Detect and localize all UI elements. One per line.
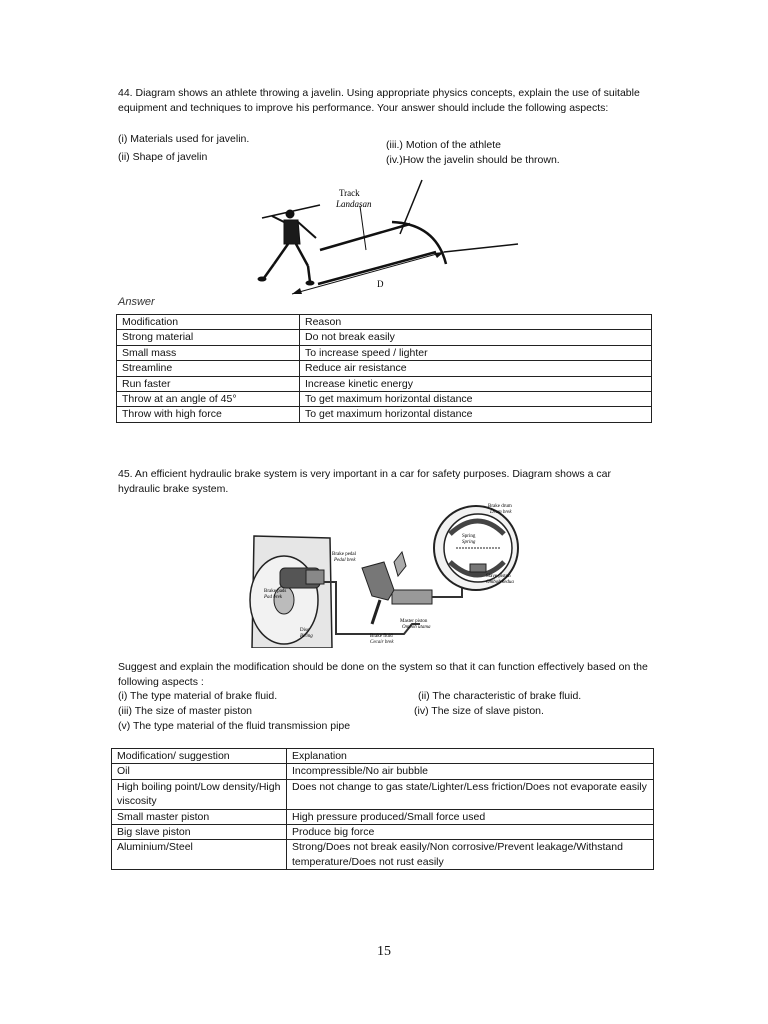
table-cell: Aluminium/Steel: [112, 840, 287, 870]
table-cell: Throw at an angle of 45°: [117, 392, 300, 407]
label-spring-malay: Spring: [462, 540, 476, 545]
table-cell: Strong material: [117, 330, 300, 345]
label-master-piston-malay: Omboh utama: [402, 625, 431, 630]
table-cell: Throw with high force: [117, 407, 300, 422]
q45-aspect-v: (v) The type material of the fluid transmission pipe: [118, 720, 351, 732]
track-pointer: [360, 206, 366, 250]
table-row: [117, 345, 652, 360]
table-row: [112, 764, 654, 779]
label-slave-piston: Slave piston: [486, 574, 511, 579]
q45-stem: 45. An efficient hydraulic brake system is very important in a car for safety purposes. Diagram shows a car hydraulic brake system.: [118, 468, 611, 496]
q45-aspect-iv: (iv) The size of slave piston.: [414, 705, 544, 717]
table-cell: Run faster: [117, 376, 300, 391]
label-brake-pedal: Brake pedal: [332, 552, 357, 557]
page-number: 15: [377, 944, 391, 959]
label-spring: Spring: [462, 534, 476, 539]
distance-arrow: [292, 252, 444, 294]
table-header-row: [117, 315, 652, 330]
q45-aspect-ii: (ii) The characteristic of brake fluid.: [418, 690, 582, 702]
label-disc: Disc: [300, 628, 310, 633]
track-label-malay: Landasan: [336, 199, 372, 209]
label-brake-pads-malay: Pad brek: [264, 595, 283, 600]
table-row: [117, 330, 652, 345]
q44-aspect-iv: (iv.)How the javelin should be thrown.: [386, 154, 560, 166]
table-cell: Strong/Does not break easily/Non corrosive/Prevent leakage/Withstand temperature/Does not rust easily: [287, 840, 654, 870]
master-cylinder: [392, 590, 432, 604]
table-cell: Reduce air resistance: [300, 361, 652, 376]
q45-instruction: Suggest and explain the modification should be done on the system so that it can function effectively based on the following aspects :: [118, 661, 648, 689]
table-cell: To get maximum horizontal distance: [300, 407, 652, 422]
table-cell: High pressure produced/Small force used: [287, 809, 654, 824]
label-brake-fluid-malay: Cecair brek: [370, 640, 394, 645]
q45-aspect-i: (i) The type material of brake fluid.: [118, 690, 278, 702]
slave-cylinder: [470, 564, 486, 572]
table-row: [112, 779, 654, 809]
table-header: Reason: [300, 315, 652, 330]
table-cell: Do not break easily: [300, 330, 652, 345]
table-row: [112, 809, 654, 824]
label-disc-malay: Piring: [300, 634, 313, 639]
distance-label: D: [377, 279, 384, 289]
table-cell: Produce big force: [287, 825, 654, 840]
table-row: [117, 392, 652, 407]
q45-aspect-iii: (iii) The size of master piston: [118, 705, 253, 717]
table-row: [117, 361, 652, 376]
table-cell: Oil: [112, 764, 287, 779]
q44-answer-table: [116, 314, 652, 423]
table-cell: Small mass: [117, 345, 300, 360]
label-brake-pedal-malay: Pedal brek: [334, 558, 356, 563]
table-header: Explanation: [287, 749, 654, 764]
hydraulic-brake-diagram: [244, 500, 534, 648]
athlete-icon: [258, 210, 316, 285]
label-master-piston: Master piston: [400, 619, 428, 624]
javelin-diagram: [240, 172, 540, 302]
table-header: Modification: [117, 315, 300, 330]
answer-label: Answer: [118, 296, 155, 308]
table-row: [117, 376, 652, 391]
q45-answer-table: [111, 748, 654, 870]
table-row: [112, 825, 654, 840]
table-row: [112, 840, 654, 870]
table-cell: Big slave piston: [112, 825, 287, 840]
q44-aspect-i: (i) Materials used for javelin.: [118, 133, 250, 145]
table-cell: Incompressible/No air bubble: [287, 764, 654, 779]
table-row: [117, 407, 652, 422]
table-cell: To increase speed / lighter: [300, 345, 652, 360]
q44-aspect-iii: (iii.) Motion of the athlete: [386, 139, 501, 151]
table-header-row: [112, 749, 654, 764]
table-header: Modification/ suggestion: [112, 749, 287, 764]
q44-stem: 44. Diagram shows an athlete throwing a javelin. Using appropriate physics concepts, explain the use of suitable equipment and techniques to improve his performance. Your answer should include the following aspects:: [118, 87, 640, 115]
track-label: Track: [339, 188, 360, 198]
label-brake-drum: Brake drum: [488, 504, 512, 509]
label-brake-pads: Brake pads: [264, 589, 287, 594]
brake-pedal-icon: [362, 562, 394, 600]
table-cell: Streamline: [117, 361, 300, 376]
table-cell: Small master piston: [112, 809, 287, 824]
table-cell: Increase kinetic energy: [300, 376, 652, 391]
sector-line-right: [444, 244, 518, 252]
label-brake-drum-malay: Dram brek: [490, 510, 512, 515]
label-brake-fluid: Brake fluid: [370, 634, 393, 639]
label-slave-piston-malay: Omboh kedua: [486, 580, 514, 585]
table-cell: Does not change to gas state/Lighter/Less friction/Does not evaporate easily: [287, 779, 654, 809]
table-cell: To get maximum horizontal distance: [300, 392, 652, 407]
table-cell: High boiling point/Low density/High viscosity: [112, 779, 287, 809]
q44-aspect-ii: (ii) Shape of javelin: [118, 151, 208, 163]
